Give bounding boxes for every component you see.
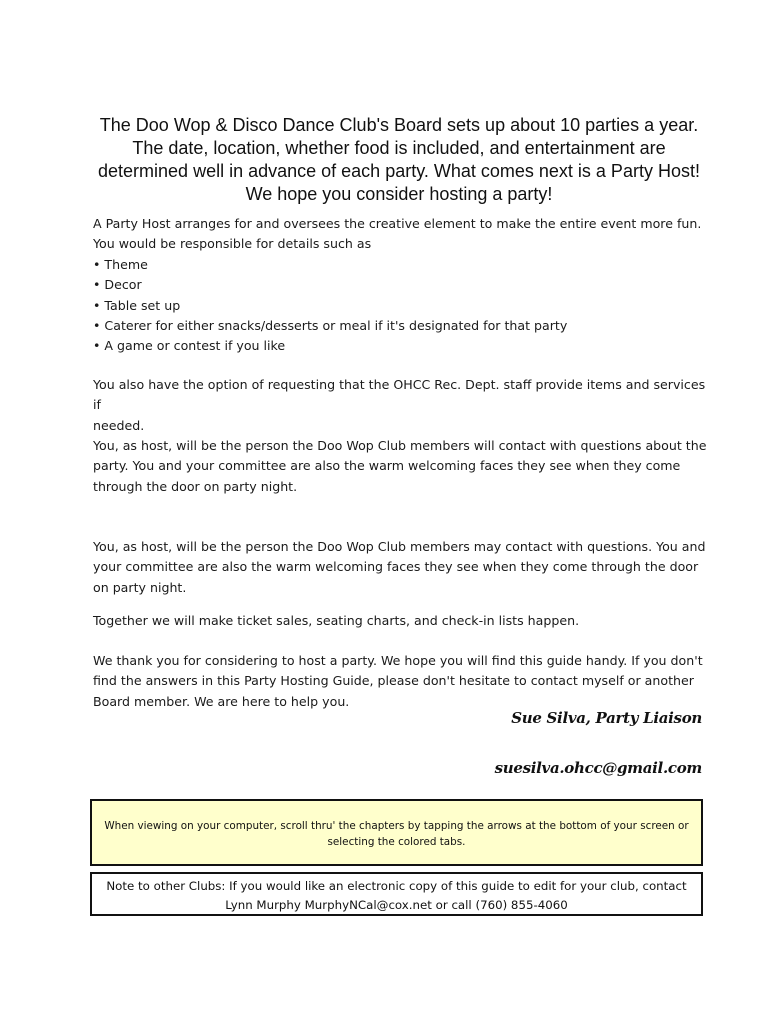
host2-line: on party night. xyxy=(93,579,187,595)
thanks-line: find the answers in this Party Hosting Guide, please don't hesitate to contact myself or another xyxy=(93,673,694,689)
other-clubs-note-box xyxy=(90,872,703,916)
headline-line: The Doo Wop & Disco Dance Club's Board sets up about 10 parties a year. xyxy=(99,115,699,135)
host-paragraph-2 xyxy=(93,537,707,598)
bullet-decor: • Decor xyxy=(93,277,142,293)
navigation-notice-box xyxy=(90,799,703,866)
together-paragraph xyxy=(93,611,707,631)
host2-line: your committee are also the warm welcoming faces they see when they come through the door xyxy=(93,559,699,575)
notice-line: When viewing on your computer, scroll thru' the chapters by tapping the arrows at the bottom of your screen or xyxy=(104,820,689,832)
bullet-theme: • Theme xyxy=(93,256,148,272)
bullet-table-set-up: • Table set up xyxy=(93,297,181,313)
host-paragraph-1 xyxy=(93,436,707,497)
thanks-paragraph xyxy=(93,651,707,712)
headline-line: determined well in advance of each party. What comes next is a Party Host! xyxy=(98,161,700,181)
headline-line: The date, location, whether food is included, and entertainment are xyxy=(132,138,666,158)
host1-line: You, as host, will be the person the Doo Wop Club members will contact with questions about the xyxy=(93,438,707,453)
option-paragraph xyxy=(93,375,707,436)
thanks-line: We thank you for considering to host a party. We hope you will find this guide handy. If you don't xyxy=(93,653,703,668)
signature-email: suesilva.ohcc@gmail.com xyxy=(494,759,702,777)
intro-paragraph xyxy=(93,214,707,357)
together-line: Together we will make ticket sales, seating charts, and check-in lists happen. xyxy=(93,613,580,628)
intro-line: A Party Host arranges for and oversees the creative element to make the entire event more fun. xyxy=(93,216,702,231)
headline-line: We hope you consider hosting a party! xyxy=(245,184,553,204)
host1-line: party. You and your committee are also the warm welcoming faces they see when they come xyxy=(93,458,681,474)
option-line: You also have the option of requesting that the OHCC Rec. Dept. staff provide items and services if xyxy=(93,377,706,413)
bullet-game: • A game or contest if you like xyxy=(93,338,286,354)
intro-line: You would be responsible for details such as xyxy=(93,236,372,252)
notice-line: selecting the colored tabs. xyxy=(327,836,466,848)
signature-name: Sue Silva, Party Liaison xyxy=(511,709,702,727)
clubs-note-line: Note to other Clubs: If you would like an electronic copy of this guide to edit for your club, contact xyxy=(106,879,687,893)
bullet-caterer: • Caterer for either snacks/desserts or meal if it's designated for that party xyxy=(93,318,568,334)
host2-line: You, as host, will be the person the Doo Wop Club members may contact with questions. You and xyxy=(93,539,706,554)
clubs-contact-line: Lynn Murphy MurphyNCal@cox.net or call (760) 855-4060 xyxy=(225,898,568,912)
option-line: needed. xyxy=(93,417,145,433)
headline xyxy=(92,114,706,206)
host1-line: through the door on party night. xyxy=(93,478,298,494)
thanks-line: Board member. We are here to help you. xyxy=(93,693,350,709)
